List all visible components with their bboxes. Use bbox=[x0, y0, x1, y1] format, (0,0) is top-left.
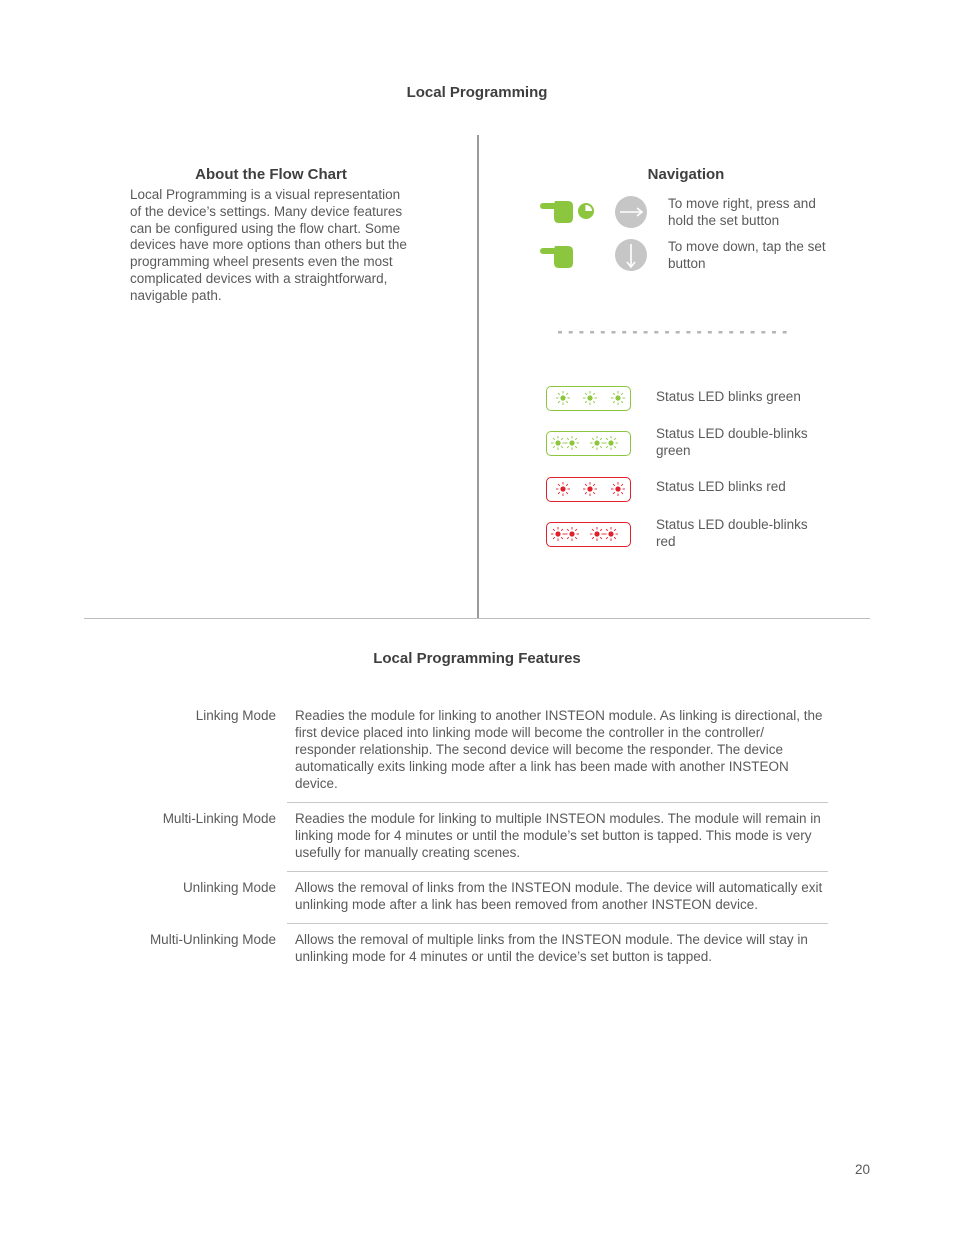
led-legend-text: Status LED double-blinks green bbox=[656, 426, 808, 458]
separator-dot bbox=[719, 331, 723, 334]
separator-dot bbox=[633, 331, 637, 334]
feature-desc-linking: Readies the module for linking to another INSTEON module. As linking is directional, the first device placed into linking mode will become the controller in the controller/ responder relationship. The second device will become the responder. The device automatically exits linking mode after a link has been made with another INSTEON device. bbox=[295, 708, 823, 791]
dotted-separator bbox=[556, 322, 792, 328]
separator-dot bbox=[708, 331, 712, 334]
vertical-divider bbox=[477, 135, 479, 619]
led-burst-icon bbox=[551, 436, 565, 450]
about-body: Local Programming is a visual representation of the device’s settings. Many device features can be configured using the flow chart. Some devices have more options than others but the programming wheel presents even the most complicated devices with a straightforward, navigable path. bbox=[130, 187, 407, 303]
feature-label-multi-unlinking: Multi-Unlinking Mode bbox=[149, 932, 276, 947]
led-legend-text: Status LED double-blinks red bbox=[656, 517, 808, 549]
led-burst-icon bbox=[590, 527, 604, 541]
led-burst-icon bbox=[565, 436, 579, 450]
led-burst-icon bbox=[604, 436, 618, 450]
feature-label-linking: Linking Mode bbox=[195, 708, 276, 723]
led-burst-icon bbox=[611, 391, 625, 405]
separator-dot bbox=[740, 331, 744, 334]
led-burst-icon bbox=[604, 527, 618, 541]
separator-dot bbox=[654, 331, 658, 334]
arrow-down-icon bbox=[615, 239, 647, 271]
led-blink-red-icon bbox=[546, 477, 631, 502]
page-title: Local Programming bbox=[406, 84, 548, 101]
led-burst-icon bbox=[583, 391, 597, 405]
separator-dot bbox=[579, 331, 583, 334]
feature-desc-unlinking: Allows the removal of links from the INSTEON module. The device will automatically exit unlinking mode after a link has been removed from another INSTEON device. bbox=[295, 880, 823, 912]
led-legend-text: Status LED blinks red bbox=[656, 479, 786, 494]
row-divider bbox=[287, 802, 828, 803]
separator-dot bbox=[590, 331, 594, 334]
separator-dot bbox=[783, 331, 787, 334]
nav-right-text: To move right, press and hold the set button bbox=[668, 196, 816, 228]
hand-press-hold-icon bbox=[537, 196, 597, 229]
hand-tap-icon bbox=[537, 241, 577, 274]
nav-down-text: To move down, tap the set button bbox=[668, 239, 826, 271]
separator-dot bbox=[686, 331, 690, 334]
feature-desc-multi-unlinking: Allows the removal of multiple links from the INSTEON module. The device will stay in unlinking mode for 4 minutes or until the device’s set button is tapped. bbox=[295, 932, 808, 964]
separator-dot bbox=[612, 331, 616, 334]
horizontal-divider bbox=[84, 618, 870, 619]
separator-dot bbox=[644, 331, 648, 334]
led-burst-icon bbox=[590, 436, 604, 450]
separator-dot bbox=[697, 331, 701, 334]
separator-dot bbox=[761, 331, 765, 334]
separator-dot bbox=[558, 331, 562, 334]
separator-dot bbox=[601, 331, 605, 334]
separator-dot bbox=[622, 331, 626, 334]
navigation-title: Navigation bbox=[647, 166, 725, 183]
feature-desc-multi-linking: Readies the module for linking to multiple INSTEON modules. The module will remain in linking mode for 4 minutes or until the module’s set button is tapped. This mode is very usefully for manually creating scenes. bbox=[295, 811, 821, 860]
separator-dot bbox=[772, 331, 776, 334]
led-double-blink-green-icon bbox=[546, 431, 631, 456]
led-double-blink-red-icon bbox=[546, 522, 631, 547]
led-legend-text: Status LED blinks green bbox=[656, 389, 801, 404]
led-burst-icon bbox=[583, 482, 597, 496]
about-title: About the Flow Chart bbox=[195, 166, 347, 183]
separator-dot bbox=[751, 331, 755, 334]
separator-dot bbox=[729, 331, 733, 334]
features-title: Local Programming Features bbox=[373, 650, 581, 667]
led-burst-icon bbox=[551, 527, 565, 541]
arrow-right-icon bbox=[615, 196, 647, 228]
feature-label-unlinking: Unlinking Mode bbox=[182, 880, 276, 895]
feature-label-multi-linking: Multi-Linking Mode bbox=[162, 811, 276, 826]
separator-dot bbox=[676, 331, 680, 334]
separator-dot bbox=[569, 331, 573, 334]
led-blink-green-icon bbox=[546, 386, 631, 411]
led-burst-icon bbox=[611, 482, 625, 496]
row-divider bbox=[287, 871, 828, 872]
page-number: 20 bbox=[854, 1162, 870, 1177]
led-burst-icon bbox=[565, 527, 579, 541]
led-burst-icon bbox=[556, 391, 570, 405]
row-divider bbox=[287, 923, 828, 924]
led-burst-icon bbox=[556, 482, 570, 496]
separator-dot bbox=[665, 331, 669, 334]
